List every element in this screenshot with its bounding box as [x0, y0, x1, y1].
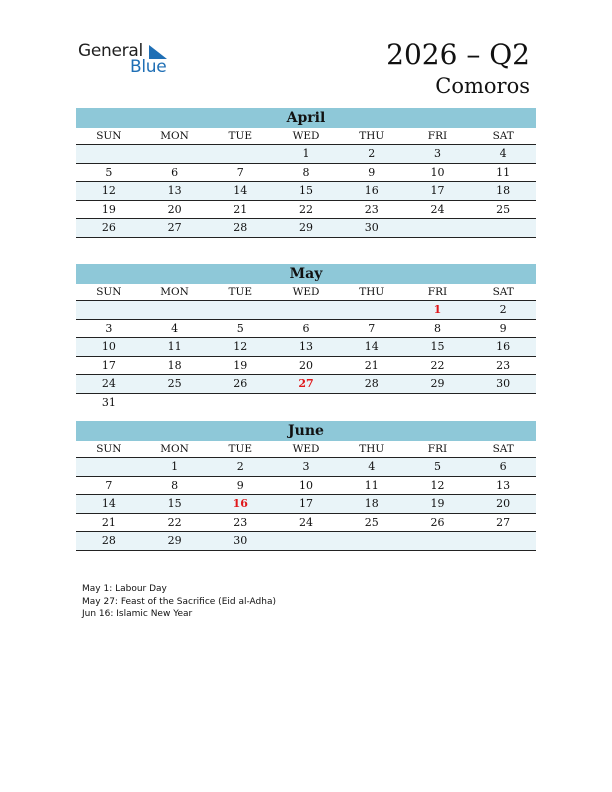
week-row: [76, 375, 536, 394]
weekday-label: THU: [359, 130, 385, 142]
day-cell: 29: [167, 534, 182, 547]
day-cell: 22: [167, 515, 182, 529]
day-cell: 30: [364, 221, 379, 234]
day-cell: [142, 394, 208, 412]
day-cell: [207, 301, 273, 319]
day-cell: [339, 532, 405, 550]
weekday-label: WED: [292, 130, 320, 142]
day-cell: 13: [167, 184, 182, 197]
month-title: April: [76, 108, 536, 128]
weekday-label: SUN: [96, 130, 122, 142]
day-cell: 7: [368, 321, 376, 335]
day-cell: 10: [101, 340, 116, 353]
day-cell: 18: [496, 184, 511, 197]
day-cell: 19: [101, 202, 116, 216]
day-cell: 3: [105, 321, 113, 335]
day-cell: 23: [364, 202, 379, 216]
day-cell: 4: [499, 147, 507, 160]
weekday-label: SAT: [492, 443, 514, 455]
day-cell: 6: [499, 460, 507, 473]
weekday-label: FRI: [427, 286, 448, 298]
day-cell: 23: [233, 515, 248, 529]
day-cell: 18: [364, 497, 379, 510]
day-cell: 10: [430, 165, 445, 179]
day-cell: 20: [496, 497, 511, 510]
logo-blue-text: Blue: [130, 57, 167, 77]
logo-general-text: General: [78, 41, 143, 61]
week-row: [76, 145, 536, 164]
day-cell: 5: [236, 321, 244, 335]
weekday-label: THU: [359, 286, 385, 298]
week-row: [76, 532, 536, 551]
holiday-note: May 27: Feast of the Sacrifice (Eid al-Adha): [82, 596, 276, 607]
day-cell: 15: [167, 497, 182, 510]
day-cell: [339, 301, 405, 319]
day-cell: 28: [364, 377, 379, 390]
week-row: [76, 219, 536, 238]
weekday-label: THU: [359, 443, 385, 455]
day-cell: 27: [496, 515, 511, 529]
weekday-label: MON: [160, 130, 189, 142]
day-cell: [142, 145, 208, 163]
day-cell: 20: [299, 358, 314, 372]
day-cell: [273, 532, 339, 550]
day-cell: 8: [302, 165, 310, 179]
day-cell: 25: [496, 202, 511, 216]
day-cell: 14: [364, 340, 379, 353]
holiday-date: 1: [433, 303, 442, 316]
day-cell: [76, 145, 142, 163]
day-cell: 23: [496, 358, 511, 372]
day-cell: 17: [299, 497, 314, 510]
day-cell: 7: [236, 165, 244, 179]
page-title: 2026 – Q2: [386, 38, 530, 71]
day-cell: [405, 394, 471, 412]
weekday-label: TUE: [228, 443, 253, 455]
day-cell: 17: [101, 358, 116, 372]
weekday-label: TUE: [228, 286, 253, 298]
weekday-label: FRI: [427, 443, 448, 455]
holiday-date: 16: [232, 497, 248, 510]
calendar-june: [76, 421, 536, 551]
day-cell: 2: [236, 460, 244, 473]
day-cell: 15: [299, 184, 314, 197]
calendar-april: [76, 108, 536, 238]
day-cell: 12: [233, 340, 248, 353]
day-cell: 12: [101, 184, 116, 197]
holiday-notes: [82, 583, 276, 621]
week-row: [76, 514, 536, 533]
day-cell: [207, 394, 273, 412]
day-cell: 24: [299, 515, 314, 529]
day-cell: 24: [101, 377, 116, 390]
holiday-date: 27: [298, 377, 314, 390]
day-cell: 1: [171, 460, 179, 473]
day-cell: 4: [171, 321, 179, 335]
day-cell: 16: [364, 184, 379, 197]
day-cell: [470, 532, 536, 550]
day-cell: [470, 219, 536, 237]
day-cell: 18: [167, 358, 182, 372]
day-cell: [405, 532, 471, 550]
holiday-note: May 1: Labour Day: [82, 584, 167, 594]
weekday-label: SAT: [492, 130, 514, 142]
day-cell: 2: [368, 147, 376, 160]
day-cell: 1: [302, 147, 310, 160]
logo: [78, 40, 178, 80]
day-cell: [76, 458, 142, 476]
weekday-label: FRI: [427, 130, 448, 142]
day-cell: 14: [101, 497, 116, 510]
weekday-header-row: [76, 128, 536, 145]
day-cell: 31: [101, 395, 116, 409]
day-cell: 9: [368, 165, 376, 179]
day-cell: 29: [430, 377, 445, 390]
day-cell: 4: [368, 460, 376, 473]
day-cell: 30: [496, 377, 511, 390]
weekday-label: SUN: [96, 443, 122, 455]
day-cell: 8: [171, 478, 179, 492]
day-cell: 19: [233, 358, 248, 372]
day-cell: 5: [105, 165, 113, 179]
week-row: [76, 320, 536, 339]
week-row: [76, 338, 536, 357]
weekday-header-row: [76, 284, 536, 301]
day-cell: [142, 301, 208, 319]
week-row: [76, 164, 536, 183]
weekday-label: SUN: [96, 286, 122, 298]
day-cell: 26: [430, 515, 445, 529]
week-row: [76, 477, 536, 496]
day-cell: 22: [299, 202, 314, 216]
day-cell: 11: [167, 340, 182, 353]
day-cell: 13: [299, 340, 314, 353]
day-cell: 22: [430, 358, 445, 372]
day-cell: 27: [167, 221, 182, 234]
day-cell: 21: [364, 358, 379, 372]
day-cell: 7: [105, 478, 113, 492]
day-cell: [273, 394, 339, 412]
day-cell: 8: [433, 321, 441, 335]
holiday-note: Jun 16: Islamic New Year: [82, 609, 193, 619]
day-cell: 9: [499, 321, 507, 335]
day-cell: 6: [302, 321, 310, 335]
day-cell: 30: [233, 534, 248, 547]
week-row: [76, 458, 536, 477]
day-cell: 3: [433, 147, 441, 160]
weekday-label: MON: [160, 286, 189, 298]
week-row: [76, 201, 536, 220]
day-cell: 20: [167, 202, 182, 216]
weekday-header-row: [76, 441, 536, 458]
day-cell: 11: [496, 165, 511, 179]
day-cell: 21: [233, 202, 248, 216]
weekday-label: TUE: [228, 130, 253, 142]
day-cell: 2: [499, 303, 507, 316]
day-cell: 9: [236, 478, 244, 492]
week-row: [76, 495, 536, 514]
day-cell: 26: [233, 377, 248, 390]
country-name: Comoros: [435, 74, 530, 98]
day-cell: [470, 394, 536, 412]
day-cell: 13: [496, 478, 511, 492]
day-cell: 29: [299, 221, 314, 234]
day-cell: 25: [167, 377, 182, 390]
weekday-label: WED: [292, 443, 320, 455]
calendar-may: [76, 264, 536, 411]
day-cell: [339, 394, 405, 412]
day-cell: 16: [496, 340, 511, 353]
weekday-label: MON: [160, 443, 189, 455]
day-cell: 3: [302, 460, 310, 473]
month-title: June: [76, 421, 536, 441]
day-cell: 11: [364, 478, 379, 492]
weekday-label: WED: [292, 286, 320, 298]
day-cell: 5: [433, 460, 441, 473]
day-cell: [273, 301, 339, 319]
week-row: [76, 301, 536, 320]
month-title: May: [76, 264, 536, 284]
week-row: [76, 394, 536, 412]
day-cell: [76, 301, 142, 319]
day-cell: 19: [430, 497, 445, 510]
day-cell: 28: [233, 221, 248, 234]
day-cell: 25: [364, 515, 379, 529]
day-cell: 12: [430, 478, 445, 492]
day-cell: 28: [101, 534, 116, 547]
day-cell: [207, 145, 273, 163]
day-cell: 14: [233, 184, 248, 197]
day-cell: 26: [101, 221, 116, 234]
weekday-label: SAT: [492, 286, 514, 298]
week-row: [76, 357, 536, 376]
day-cell: 6: [171, 165, 179, 179]
day-cell: 15: [430, 340, 445, 353]
day-cell: 21: [101, 515, 116, 529]
day-cell: [405, 219, 471, 237]
week-row: [76, 182, 536, 201]
day-cell: 10: [299, 478, 314, 492]
day-cell: 17: [430, 184, 445, 197]
day-cell: 24: [430, 202, 445, 216]
